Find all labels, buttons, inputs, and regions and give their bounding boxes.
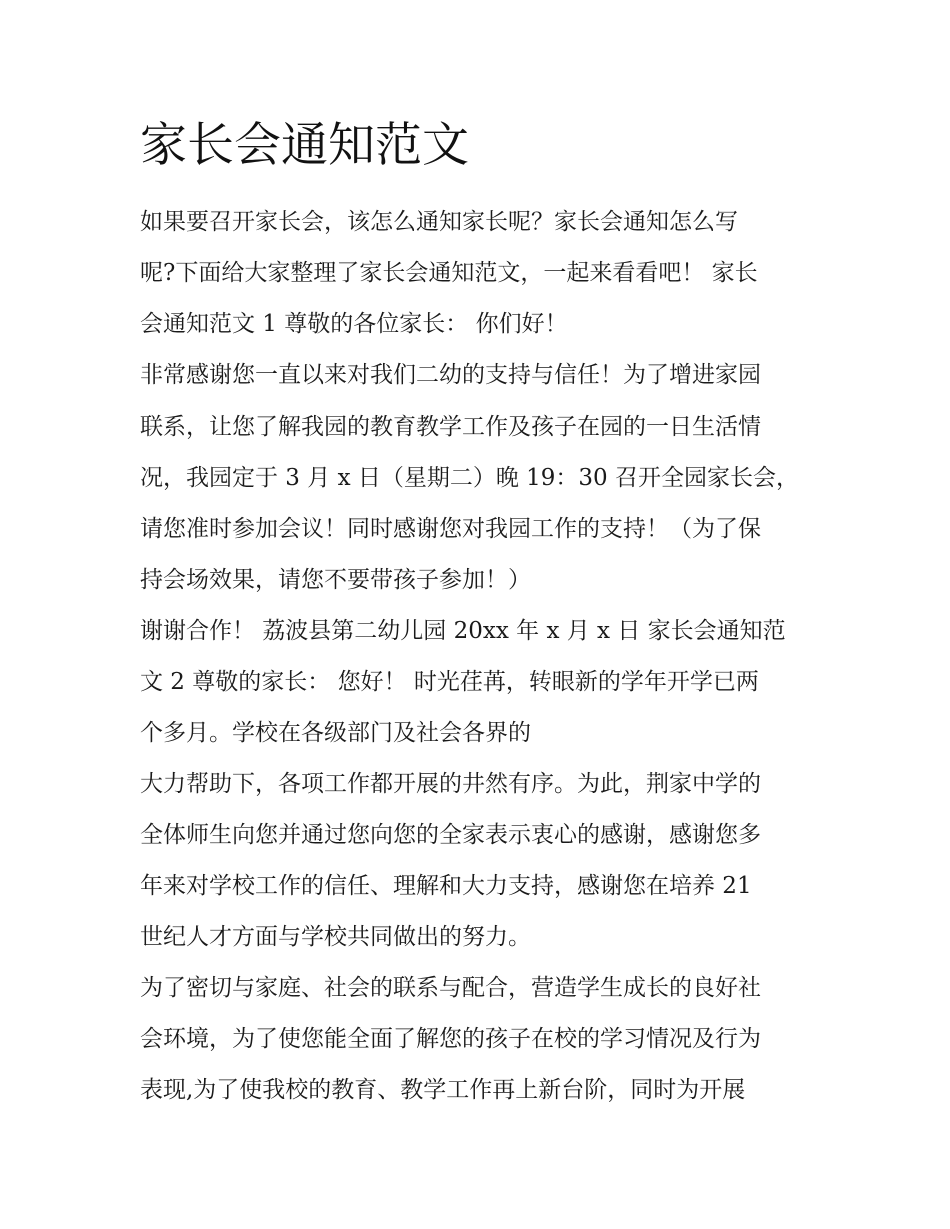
body-line-14: 年来对学校工作的信任、理解和大力支持，感谢您在培养 21 <box>140 873 752 899</box>
body-line-2: 呢?下面给大家整理了家长会通知范文，一起来看看吧！ 家长 <box>140 260 758 286</box>
body-line-3: 会通知范文 1 尊敬的各位家长： 你们好！ <box>140 311 568 337</box>
body-line-8: 持会场效果，请您不要带孩子参加！） <box>140 567 531 593</box>
body-line-12: 大力帮助下，各项工作都开展的井然有序。为此，荆家中学的 <box>140 771 761 797</box>
body-line-16: 为了密切与家庭、社会的联系与配合，营造学生成长的良好社 <box>140 975 761 1001</box>
body-line-13: 全体师生向您并通过您向您的全家表示衷心的感谢，感谢您多 <box>140 822 761 848</box>
body-line-5: 联系，让您了解我园的教育教学工作及孩子在园的一日生活情 <box>140 414 761 440</box>
body-line-10: 文 2 尊敬的家长： 您好！ 时光荏苒，转眼新的学年开学已两 <box>140 669 759 695</box>
body-line-7: 请您准时参加会议！同时感谢您对我园工作的支持！（为了保 <box>140 516 761 542</box>
body-line-17: 会环境，为了使您能全面了解您的孩子在校的学习情况及行为 <box>140 1026 761 1052</box>
body-line-18: 表现,为了使我校的教育、教学工作再上新台阶，同时为开展 <box>140 1077 746 1103</box>
body-line-1: 如果要召开家长会，该怎么通知家长呢？家长会通知怎么写 <box>140 209 738 235</box>
body-line-6: 况，我园定于 3 月 x 日（星期二）晚 19：30 召开全园家长会， <box>140 465 800 491</box>
body-line-4: 非常感谢您一直以来对我们二幼的支持与信任！为了增进家园 <box>140 362 761 388</box>
body-line-15: 世纪人才方面与学校共同做出的努力。 <box>140 924 531 950</box>
body-line-11: 个多月。学校在各级部门及社会各界的 <box>140 720 531 746</box>
document-title: 家长会通知范文 <box>140 118 469 173</box>
body-line-9: 谢谢合作！ 荔波县第二幼儿园 20xx 年 x 月 x 日 家长会通知范 <box>140 618 786 644</box>
